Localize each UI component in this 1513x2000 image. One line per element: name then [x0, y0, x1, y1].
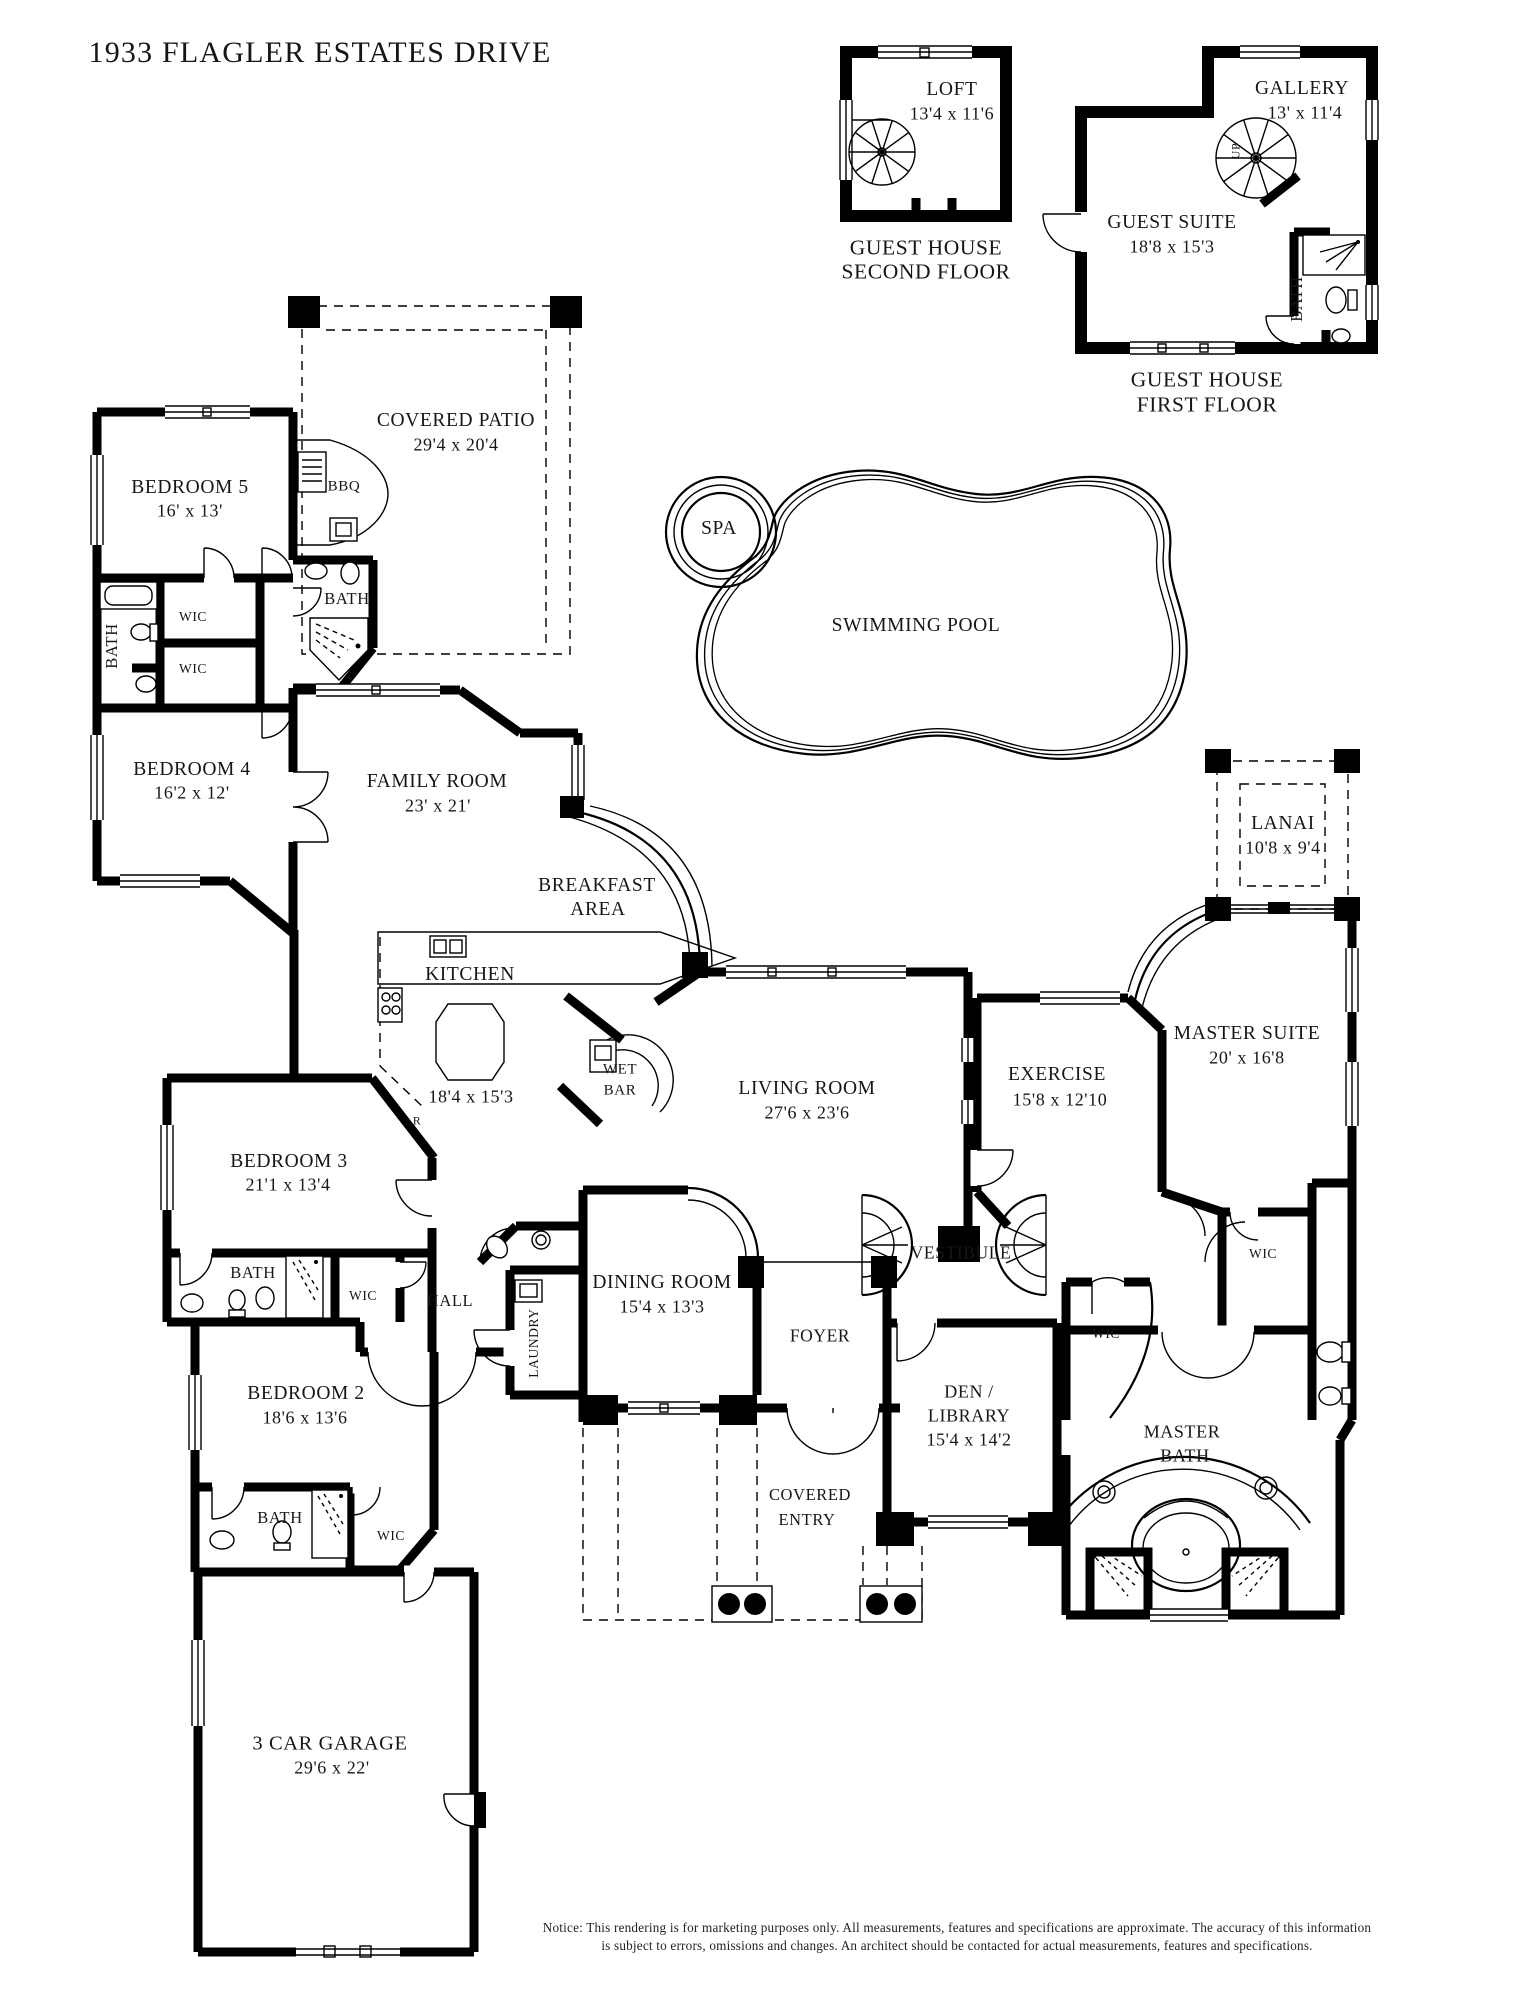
- room-label-master-wic-left: WIC: [1091, 1326, 1121, 1341]
- room-label-bedroom2: BEDROOM 2: [247, 1383, 365, 1404]
- room-label-lanai: LANAI: [1251, 813, 1315, 834]
- room-label-swimming-pool: SWIMMING POOL: [831, 615, 1001, 636]
- room-label-wic2: WIC: [376, 1528, 406, 1543]
- room-dims-bedroom4: 16'2 x 12': [154, 782, 230, 803]
- room-label-bath5: BATH: [102, 623, 121, 669]
- toilet-icon: [1317, 1342, 1343, 1362]
- room-label-kitchen: KITCHEN: [425, 964, 515, 985]
- room-label-family-room: FAMILY ROOM: [366, 771, 508, 792]
- room-label-foyer: FOYER: [789, 1325, 851, 1346]
- room-label-loft: LOFT: [926, 79, 978, 100]
- sink-icon: [1093, 1481, 1115, 1503]
- refrigerator-label: R: [412, 1113, 422, 1128]
- room-dims-bedroom2: 18'6 x 13'6: [262, 1407, 348, 1428]
- room-dims-master-suite: 20' x 16'8: [1209, 1047, 1285, 1068]
- room-label-bedroom3: BEDROOM 3: [230, 1151, 348, 1172]
- room-label-living-room: LIVING ROOM: [738, 1078, 876, 1099]
- room-dims-loft: 13'4 x 11'6: [909, 103, 995, 124]
- sink-icon: [210, 1531, 234, 1549]
- room-label-covered-patio: COVERED PATIO: [376, 410, 536, 431]
- sink-icon: [305, 563, 327, 579]
- room-dims-dining-room: 15'4 x 13'3: [619, 1296, 705, 1317]
- room-dims-garage: 29'6 x 22': [294, 1757, 370, 1778]
- room-label-den-library: DEN /: [944, 1381, 994, 1402]
- room-dims-lanai: 10'8 x 9'4: [1245, 837, 1321, 858]
- room-dims-guest-suite: 18'8 x 15'3: [1129, 236, 1215, 257]
- caption-guest-house-first-floor: GUEST HOUSE: [1130, 367, 1284, 392]
- room-label-master-suite: MASTER SUITE: [1173, 1023, 1321, 1044]
- toilet-icon: [1326, 287, 1346, 313]
- room-label-bath-patio: BATH: [324, 589, 370, 608]
- room-dims-den-library: 15'4 x 14'2: [926, 1429, 1012, 1450]
- bbq-grill-icon: [298, 452, 326, 492]
- room-dims-bedroom3: 21'1 x 13'4: [245, 1174, 331, 1195]
- caption-guest-house-second-floor: GUEST HOUSE: [849, 235, 1003, 260]
- sink-icon: [1332, 329, 1350, 343]
- door-arcs: [180, 214, 1294, 1826]
- room-label-covered-entry-2: ENTRY: [778, 1510, 836, 1529]
- shower-icon: [1303, 235, 1365, 275]
- room-label-wet-bar: WET: [602, 1061, 638, 1078]
- room-label-bbq: BBQ: [327, 478, 361, 495]
- room-dims-bedroom5: 16' x 13': [157, 500, 223, 521]
- room-label-wet-bar-2: BAR: [603, 1082, 637, 1099]
- room-label-gallery: GALLERY: [1254, 78, 1350, 99]
- spiral-stair-icon: [849, 119, 915, 185]
- room-dims-living-room: 27'6 x 23'6: [764, 1102, 850, 1123]
- room-label-breakfast-area: BREAKFAST: [538, 875, 656, 896]
- shower-icon: [286, 1256, 323, 1318]
- room-label-master-bath-2: BATH: [1160, 1445, 1210, 1466]
- room-dims-kitchen: 18'4 x 15'3: [428, 1086, 514, 1107]
- room-label-garage: 3 CAR GARAGE: [252, 1732, 408, 1755]
- page-title: 1933 FLAGLER ESTATES DRIVE: [88, 36, 552, 69]
- kitchen-island: [436, 1004, 504, 1080]
- columns: [288, 296, 1360, 1828]
- room-label-wic5a: WIC: [178, 609, 208, 624]
- room-label-exercise: EXERCISE: [1008, 1064, 1106, 1085]
- room-label-bedroom4: BEDROOM 4: [133, 759, 251, 780]
- room-label-guest-suite: GUEST SUITE: [1107, 212, 1237, 233]
- room-dims-family-room: 23' x 21': [405, 795, 471, 816]
- sink-icon: [330, 518, 357, 541]
- sink-icon: [532, 1231, 550, 1249]
- room-label-guest-bath: BATH: [1287, 276, 1306, 322]
- room-dims-covered-patio: 29'4 x 20'4: [413, 434, 499, 455]
- walls: [97, 52, 1372, 1952]
- room-label-breakfast-area-2: AREA: [570, 899, 626, 920]
- notice-line-2: is subject to errors, omissions and changes. An architect should be contacted for actual measurements, features and specifications.: [601, 1938, 1313, 1953]
- notice-line-1: Notice: This rendering is for marketing purposes only. All measurements, features and specifications are approximate. The accuracy of this information: [542, 1920, 1372, 1935]
- room-label-wic3: WIC: [348, 1288, 378, 1303]
- room-label-vestibule: VESTIBULE: [910, 1242, 1012, 1263]
- sink-icon: [136, 676, 156, 692]
- caption-guest-house-second-floor-2: SECOND FLOOR: [841, 259, 1011, 284]
- toilet-icon: [229, 1290, 245, 1310]
- room-label-hall: HALL: [426, 1291, 474, 1310]
- toilet-icon: [256, 1287, 274, 1309]
- room-label-bath2: BATH: [257, 1508, 303, 1527]
- kitchen-sink-icon: [430, 936, 466, 957]
- room-label-bedroom5: BEDROOM 5: [131, 477, 249, 498]
- toilet-icon: [131, 624, 151, 640]
- room-label-wic5b: WIC: [178, 661, 208, 676]
- room-label-master-wic-right: WIC: [1248, 1246, 1278, 1261]
- bidet-icon: [1319, 1387, 1341, 1405]
- windows: [91, 46, 1378, 1957]
- room-label-bath3: BATH: [230, 1263, 276, 1282]
- toilet-icon: [341, 562, 359, 584]
- room-dims-exercise: 15'8 x 12'10: [1012, 1089, 1108, 1110]
- room-dims-gallery: 13' x 11'4: [1267, 102, 1343, 123]
- sink-icon: [181, 1294, 203, 1312]
- room-label-dining-room: DINING ROOM: [592, 1272, 732, 1293]
- room-label-covered-entry: COVERED: [768, 1485, 852, 1504]
- room-label-den-library-2: LIBRARY: [927, 1405, 1011, 1426]
- stair-up-label: UP: [1228, 142, 1243, 160]
- room-label-spa: SPA: [701, 518, 737, 539]
- room-label-master-bath: MASTER: [1143, 1421, 1221, 1442]
- room-label-laundry: LAUNDRY: [526, 1308, 541, 1378]
- caption-guest-house-first-floor-2: FIRST FLOOR: [1136, 392, 1278, 417]
